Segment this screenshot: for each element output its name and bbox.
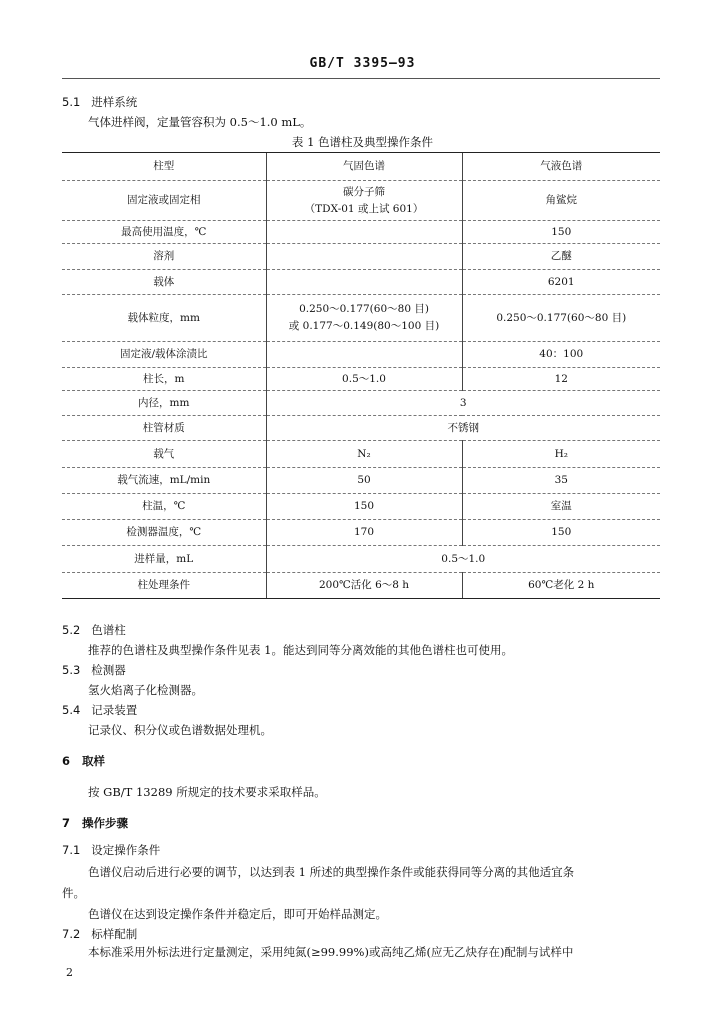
table-cell [462, 295, 660, 342]
spanning-cell: 不锈钢 [266, 416, 660, 441]
cell-text: 170 [353, 526, 375, 538]
spanning-cell: 0.5～1.0 [266, 546, 660, 573]
table-row [62, 270, 660, 295]
cell-text: 6201 [547, 275, 575, 288]
section-title: 取样 [82, 754, 106, 768]
section-7-heading [62, 815, 128, 831]
table-cell [266, 441, 462, 468]
cell-text: H₂ [554, 447, 568, 460]
section-title: 标样配制 [91, 927, 138, 941]
table-row [62, 181, 660, 221]
table-row [62, 342, 660, 368]
section-5-2-heading [62, 622, 126, 638]
section-7-1-text-continued: 件。 [62, 886, 85, 900]
table-cell [462, 368, 660, 391]
row-label: 最高使用温度，℃ [62, 221, 266, 244]
section-number: 7.2 [62, 927, 81, 941]
section-title: 操作步骤 [82, 816, 129, 830]
header-rule [62, 78, 660, 79]
section-5-2-text: 推荐的色谱柱及典型操作条件见表 1。能达到同等分离效能的其他色谱柱也可使用。 [88, 643, 513, 657]
table-cell [462, 270, 660, 295]
section-number: 5.3 [62, 663, 81, 677]
row-label: 进样量，mL [62, 546, 266, 573]
table-cell [266, 342, 462, 368]
table-row [62, 520, 660, 546]
table-row [62, 441, 660, 468]
table-cell [266, 270, 462, 295]
table-cell [462, 520, 660, 546]
row-label: 溶剂 [62, 244, 266, 270]
table-row [62, 368, 660, 391]
column-header: 气液色谱 [462, 153, 660, 181]
row-label: 载气 [62, 441, 266, 468]
row-label: 载气流速，mL/min [62, 468, 266, 494]
row-label: 载体粒度，mm [62, 295, 266, 342]
cell-text: 碳分子筛 [343, 185, 385, 198]
table-header-row [62, 153, 660, 181]
section-7-2-heading [62, 926, 137, 942]
section-6-text: 按 GB/T 13289 所规定的技术要求采取样品。 [88, 785, 326, 799]
row-label: 柱管材质 [62, 416, 266, 441]
table-row [62, 494, 660, 520]
cell-text: 150 [551, 225, 572, 238]
table-caption: 表 1 色谱柱及典型操作条件 [291, 135, 434, 149]
cell-text: 0.5～1.0 [342, 372, 386, 385]
table-cell [462, 494, 660, 520]
standard-header: GB/T 3395—93 [309, 56, 416, 71]
column-header: 气固色谱 [266, 153, 462, 181]
section-7-1-text-2: 色谱仪在达到设定操作条件并稳定后，即可开始样品测定。 [88, 907, 387, 921]
row-label: 柱温，℃ [62, 494, 266, 520]
table-cell [462, 573, 660, 599]
table-cell [462, 468, 660, 494]
section-number: 5.2 [62, 623, 81, 637]
row-label: 载体 [62, 270, 266, 295]
section-number: 7 [62, 816, 71, 830]
table-row [62, 295, 660, 342]
cell-text: 0.250～0.177(60～80 目) [496, 311, 627, 324]
section-5-4-text: 记录仪、积分仪或色谱数据处理机。 [88, 723, 272, 737]
table-row [62, 416, 660, 441]
operating-conditions-table [62, 152, 660, 599]
cell-text: 200℃活化 6～8 h [318, 579, 410, 591]
table-row [62, 468, 660, 494]
cell-text: N₂ [357, 447, 371, 460]
section-7-2-text: 本标准采用外标法进行定量测定，采用纯氮(≥99.99%)或高纯乙烯(应无乙炔存在)配制与试样中 [88, 945, 574, 959]
row-label: 柱处理条件 [62, 573, 266, 599]
table-row [62, 221, 660, 244]
section-7-1-text: 色谱仪启动后进行必要的调节，以达到表 1 所述的典型操作条件或能获得同等分离的其他适宜条 [88, 865, 575, 879]
table-row [62, 546, 660, 573]
table-cell [266, 221, 462, 244]
table-cell [266, 468, 462, 494]
table-cell [266, 494, 462, 520]
table-cell [266, 181, 462, 221]
cell-text: 60℃老化 2 h [528, 579, 595, 591]
section-number: 6 [62, 754, 71, 768]
table-cell [462, 221, 660, 244]
section-number: 5.1 [62, 95, 81, 109]
cell-text: 乙醚 [550, 250, 572, 262]
section-5-3-text: 氢火焰离子化检测器。 [88, 683, 203, 697]
table-cell [462, 441, 660, 468]
page-number: 2 [66, 966, 73, 979]
table-row [62, 391, 660, 416]
cell-text: 角鲨烷 [545, 194, 577, 206]
cell-text: 或 0.177～0.149(80～100 目) [288, 320, 440, 332]
cell-text: 150 [551, 526, 572, 538]
table-row [62, 244, 660, 270]
row-label: 固定液/载体涂渍比 [62, 342, 266, 368]
cell-text: 150 [353, 500, 375, 512]
table-cell [266, 573, 462, 599]
section-title: 设定操作条件 [91, 843, 161, 857]
cell-text: 12 [554, 372, 568, 385]
table-cell [266, 295, 462, 342]
section-6-heading [62, 753, 105, 769]
table-cell [462, 181, 660, 221]
row-label: 固定液或固定相 [62, 181, 266, 221]
row-label: 内径，mm [62, 391, 266, 416]
row-label: 柱长，m [62, 368, 266, 391]
section-5-3-heading [62, 662, 126, 678]
cell-text: （TDX-01 或上试 601） [304, 202, 424, 215]
cell-text: 40：100 [539, 348, 584, 360]
cell-text: 50 [357, 474, 371, 486]
table-cell [266, 368, 462, 391]
table-row [62, 573, 660, 599]
section-5-1-heading [62, 94, 137, 110]
row-label: 检测器温度，℃ [62, 520, 266, 546]
section-title: 检测器 [91, 663, 126, 677]
cell-text: 0.250～0.177(60～80 目) [299, 303, 429, 315]
cell-text: 35 [554, 474, 568, 486]
section-title: 记录装置 [91, 703, 138, 717]
section-5-1-text: 气体进样阀，定量管容积为 0.5～1.0 mL。 [88, 115, 312, 129]
spanning-cell: 3 [266, 391, 660, 416]
table-cell [266, 244, 462, 270]
section-7-1-heading [62, 842, 160, 858]
section-5-4-heading [62, 702, 137, 718]
section-title: 色谱柱 [91, 623, 126, 637]
table-cell [462, 244, 660, 270]
section-number: 7.1 [62, 843, 81, 857]
table-cell [266, 520, 462, 546]
section-title: 进样系统 [91, 95, 138, 109]
section-number: 5.4 [62, 703, 81, 717]
table-cell [462, 342, 660, 368]
cell-text: 室温 [550, 500, 572, 512]
column-header: 柱型 [62, 153, 266, 181]
